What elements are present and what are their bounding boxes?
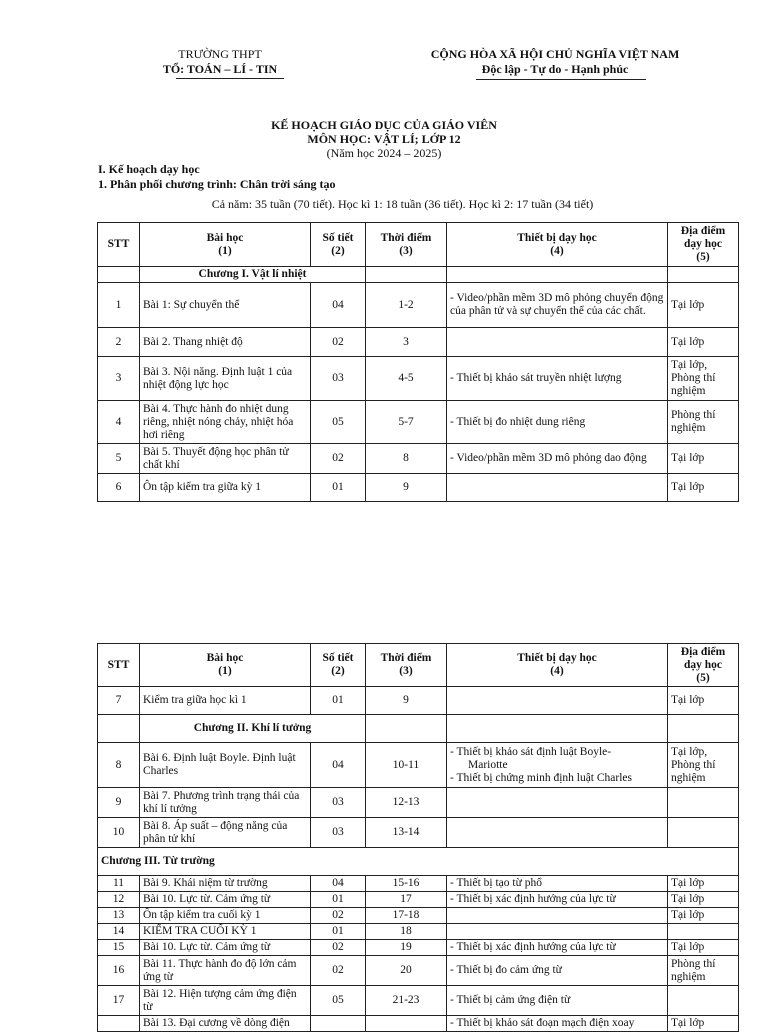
col-equipment (447, 223, 668, 267)
table-cell: 01 (311, 474, 366, 502)
table-cell: Bài 1: Sự chuyển thể (140, 283, 311, 328)
table-cell: - Video/phần mềm 3D mô phỏng dao động (447, 444, 668, 474)
col-periods (311, 644, 366, 687)
table-cell: Ôn tập kiểm tra cuối kỳ 1 (140, 908, 311, 924)
col-lesson (140, 223, 311, 267)
cell-text: (1) (218, 665, 232, 677)
cell-text: (4) (550, 665, 564, 677)
table-row (98, 940, 739, 956)
table-cell (447, 908, 668, 924)
table-row (98, 474, 739, 502)
chapter-row (98, 848, 739, 876)
section-program: 1. Phân phối chương trình: Chân trời sáng tạo (98, 177, 336, 191)
table-cell: 4 (98, 401, 140, 444)
table-row (98, 788, 739, 818)
cell-text: (5) (696, 251, 710, 263)
table-cell: 02 (311, 940, 366, 956)
school-name: TRƯỜNG THPT (178, 47, 262, 61)
table-cell: - Thiết bị đo nhiệt dung riêng (447, 401, 668, 444)
nation-motto: Độc lập - Tự do - Hạnh phúc (481, 62, 629, 76)
table-cell: 01 (311, 687, 366, 715)
table-cell: 17 (98, 986, 140, 1016)
table-cell: 04 (311, 743, 366, 788)
table-cell (98, 715, 140, 743)
col-time (366, 223, 447, 267)
table-cell (366, 715, 447, 743)
table-cell: 3 (366, 328, 447, 357)
table-cell: Tại lớp (668, 876, 739, 892)
table-cell (447, 818, 668, 848)
table-cell: Tại lớp (668, 283, 739, 328)
table-cell (668, 818, 739, 848)
cell-text: (1) (218, 244, 232, 257)
table-cell: - Thiết bị xác định hướng của lực từ (447, 892, 668, 908)
table-cell: Bài 5. Thuyết động học phân tử chất khí (140, 444, 311, 474)
col-periods (311, 223, 366, 267)
table-cell (668, 267, 739, 283)
table-cell: Bài 12. Hiện tượng cảm ứng điện từ (140, 986, 311, 1016)
table-cell: Bài 13. Đại cương về dòng điện (140, 1016, 311, 1032)
table-cell: Tại lớp (668, 444, 739, 474)
table-cell: 05 (311, 401, 366, 444)
doc-year: (Năm học 2024 – 2025) (326, 146, 442, 160)
col-place (668, 644, 739, 687)
cell-text: (2) (331, 665, 345, 677)
table-cell: 01 (311, 924, 366, 940)
cell-text: Thời điểm (380, 652, 432, 664)
table-cell: Kiểm tra giữa học kì 1 (140, 687, 311, 715)
cell-text: - Thiết bị chứng minh định luật Charles (450, 771, 633, 784)
table-cell: 20 (366, 956, 447, 986)
cell-text: - Thiết bị khảo sát định luật Boyle- (450, 745, 612, 758)
cell-text: Thiết bị dạy học (517, 231, 597, 244)
table-cell (668, 788, 739, 818)
table-cell: - Thiết bị xác định hướng của lực từ (447, 940, 668, 956)
table-row (98, 357, 739, 401)
table-cell: Bài 10. Lực từ. Cảm ứng từ (140, 940, 311, 956)
doc-title: KẾ HOẠCH GIÁO DỤC CỦA GIÁO VIÊN (271, 118, 497, 132)
table-cell: 14 (98, 924, 140, 940)
plan-table-2 (97, 643, 739, 1032)
chapter-title: Chương III. Từ trường (98, 848, 739, 876)
table-cell: Tại lớp, Phòng thí nghiệm (668, 357, 739, 401)
table-cell: Bài 8. Áp suất – động năng của phân tử khí (140, 818, 311, 848)
cell-text: (4) (550, 244, 564, 257)
cell-text: Bài học (206, 231, 244, 244)
table-cell: 16 (98, 956, 140, 986)
table-cell: 5 (98, 444, 140, 474)
cell-text: Địa điểm dạy học (680, 225, 726, 250)
table-cell (447, 743, 668, 788)
table-cell: 8 (98, 743, 140, 788)
table-cell: 02 (311, 444, 366, 474)
col-place (668, 223, 739, 267)
nation-header (405, 47, 705, 77)
table-cell: 12-13 (366, 788, 447, 818)
table-cell: Ôn tập kiểm tra giữa kỳ 1 (140, 474, 311, 502)
table-cell: 9 (366, 687, 447, 715)
table-row (98, 444, 739, 474)
table-cell: - Thiết bị tạo từ phổ (447, 876, 668, 892)
col-stt: STT (98, 223, 140, 267)
table-cell: Bài 3. Nội năng. Định luật 1 của nhiệt động lực học (140, 357, 311, 401)
table-row (98, 401, 739, 444)
table-row (98, 876, 739, 892)
school-header (140, 47, 300, 77)
table-cell: 10-11 (366, 743, 447, 788)
chapter-row (98, 267, 739, 283)
cell-text: (5) (696, 671, 710, 684)
table-cell: Tại lớp (668, 892, 739, 908)
table-cell (447, 328, 668, 357)
table-cell: 21-23 (366, 986, 447, 1016)
table-cell (668, 715, 739, 743)
year-summary: Cả năm: 35 tuần (70 tiết). Học kì 1: 18 tuần (36 tiết). Học kì 2: 17 tuần (34 tiết) (211, 197, 594, 211)
table-cell: Tại lớp, Phòng thí nghiệm (668, 743, 739, 788)
table-cell: - Video/phần mềm 3D mô phỏng chuyển động của phân tử và sự chuyển thể của các chất. (447, 283, 668, 328)
cell-text: Thời điểm (380, 231, 432, 244)
table-cell: 3 (98, 357, 140, 401)
table-row (98, 818, 739, 848)
table-cell: Bài 11. Thực hành đo độ lớn cảm ứng từ (140, 956, 311, 986)
table-cell: 15-16 (366, 876, 447, 892)
table-cell (366, 267, 447, 283)
col-equipment (447, 644, 668, 687)
table-cell (447, 267, 668, 283)
table-cell: 12 (98, 892, 140, 908)
table-cell: 11 (98, 876, 140, 892)
table-cell: Bài 4. Thực hành đo nhiệt dung riêng, nhiệt nóng chảy, nhiệt hóa hơi riêng (140, 401, 311, 444)
table-cell: 17-18 (366, 908, 447, 924)
table-cell: Bài 9. Khái niệm từ trường (140, 876, 311, 892)
cell-text: (3) (399, 665, 413, 677)
table-cell: Bài 10. Lực từ. Cảm ứng từ (140, 892, 311, 908)
table-cell (447, 924, 668, 940)
table-row (98, 986, 739, 1016)
table-cell: 6 (98, 474, 140, 502)
table-cell: 2 (98, 328, 140, 357)
table-cell: 03 (311, 357, 366, 401)
table-row (98, 328, 739, 357)
table-cell: 13 (98, 908, 140, 924)
table-cell: 4-5 (366, 357, 447, 401)
chapter-title: Chương I. Vật lí nhiệt (140, 267, 366, 283)
table-cell: 04 (311, 283, 366, 328)
table-row (98, 892, 739, 908)
cell-text: Mariotte (468, 758, 508, 771)
chapter-row (98, 715, 739, 743)
table-cell (447, 715, 668, 743)
table-cell (668, 986, 739, 1016)
table-cell: 1 (98, 283, 140, 328)
nation-name: CỘNG HÒA XÃ HỘI CHỦ NGHĨA VIỆT NAM (430, 47, 680, 61)
table-cell: Tại lớp (668, 908, 739, 924)
table-cell: 8 (366, 444, 447, 474)
section-plan: I. Kế hoạch dạy học (98, 162, 200, 176)
table-header-row (98, 644, 739, 687)
table-cell: 03 (311, 788, 366, 818)
group-name: TỔ: TOÁN – LÍ - TIN (162, 62, 278, 76)
table-cell: Phòng thí nghiệm (668, 956, 739, 986)
table-cell: Tại lớp (668, 940, 739, 956)
motto-underline (476, 79, 646, 80)
table-cell: Bài 6. Định luật Boyle. Định luật Charles (140, 743, 311, 788)
cell-text: Số tiết (322, 652, 354, 664)
cell-text: Thiết bị dạy học (517, 652, 597, 664)
table-cell: 5-7 (366, 401, 447, 444)
table-cell: - Thiết bị đo cảm ứng từ (447, 956, 668, 986)
table-header-row (98, 223, 739, 267)
col-lesson (140, 644, 311, 687)
table-cell: 02 (311, 908, 366, 924)
table-row (98, 924, 739, 940)
table-row (98, 743, 739, 788)
cell-text: Bài học (206, 652, 244, 664)
doc-subject: MÔN HỌC: VẬT LÍ; LỚP 12 (307, 132, 461, 146)
table-cell: KIỂM TRA CUỐI KỲ 1 (140, 924, 311, 940)
col-time (366, 644, 447, 687)
table-cell: 03 (311, 818, 366, 848)
chapter-title: Chương II. Khí lí tưởng (140, 715, 366, 743)
table-cell: 19 (366, 940, 447, 956)
table-cell: Bài 2. Thang nhiệt độ (140, 328, 311, 357)
table-cell (447, 788, 668, 818)
table-cell: 9 (98, 788, 140, 818)
cell-text: (2) (331, 244, 345, 257)
table-cell: 13-14 (366, 818, 447, 848)
table-cell: 9 (366, 474, 447, 502)
table-cell: Tại lớp (668, 328, 739, 357)
table-row (98, 956, 739, 986)
table-cell: 7 (98, 687, 140, 715)
table-row (98, 687, 739, 715)
cell-text: Số tiết (322, 231, 354, 244)
table-row (98, 283, 739, 328)
table-cell (447, 474, 668, 502)
table-cell: 1-2 (366, 283, 447, 328)
table-cell: Tại lớp (668, 687, 739, 715)
table-cell: Tại lớp (668, 474, 739, 502)
table-cell (447, 687, 668, 715)
table-row (98, 908, 739, 924)
table-cell: Tại lớp (668, 1016, 739, 1032)
table-cell: 10 (98, 818, 140, 848)
cell-text: Địa điểm dạy học (680, 645, 726, 671)
table-cell: 01 (311, 892, 366, 908)
table-cell (98, 267, 140, 283)
table-cell: 05 (311, 986, 366, 1016)
table-cell: - Thiết bị cảm ứng điện từ (447, 986, 668, 1016)
table-cell: - Thiết bị khảo sát truyền nhiệt lượng (447, 357, 668, 401)
table-cell: 18 (366, 924, 447, 940)
table-cell: 17 (366, 892, 447, 908)
table-cell (668, 924, 739, 940)
plan-table-1 (97, 222, 739, 502)
table-cell: 02 (311, 956, 366, 986)
table-cell: 02 (311, 328, 366, 357)
cell-text: (3) (399, 244, 413, 257)
table-cell: Phòng thí nghiệm (668, 401, 739, 444)
table-cell: 04 (311, 876, 366, 892)
table-cell: - Thiết bị khảo sát đoạn mạch điện xoay (447, 1016, 668, 1032)
table-cell: 15 (98, 940, 140, 956)
table-cell: Bài 7. Phương trình trạng thái của khí lí tưởng (140, 788, 311, 818)
col-stt: STT (98, 644, 140, 687)
group-underline (176, 78, 284, 79)
